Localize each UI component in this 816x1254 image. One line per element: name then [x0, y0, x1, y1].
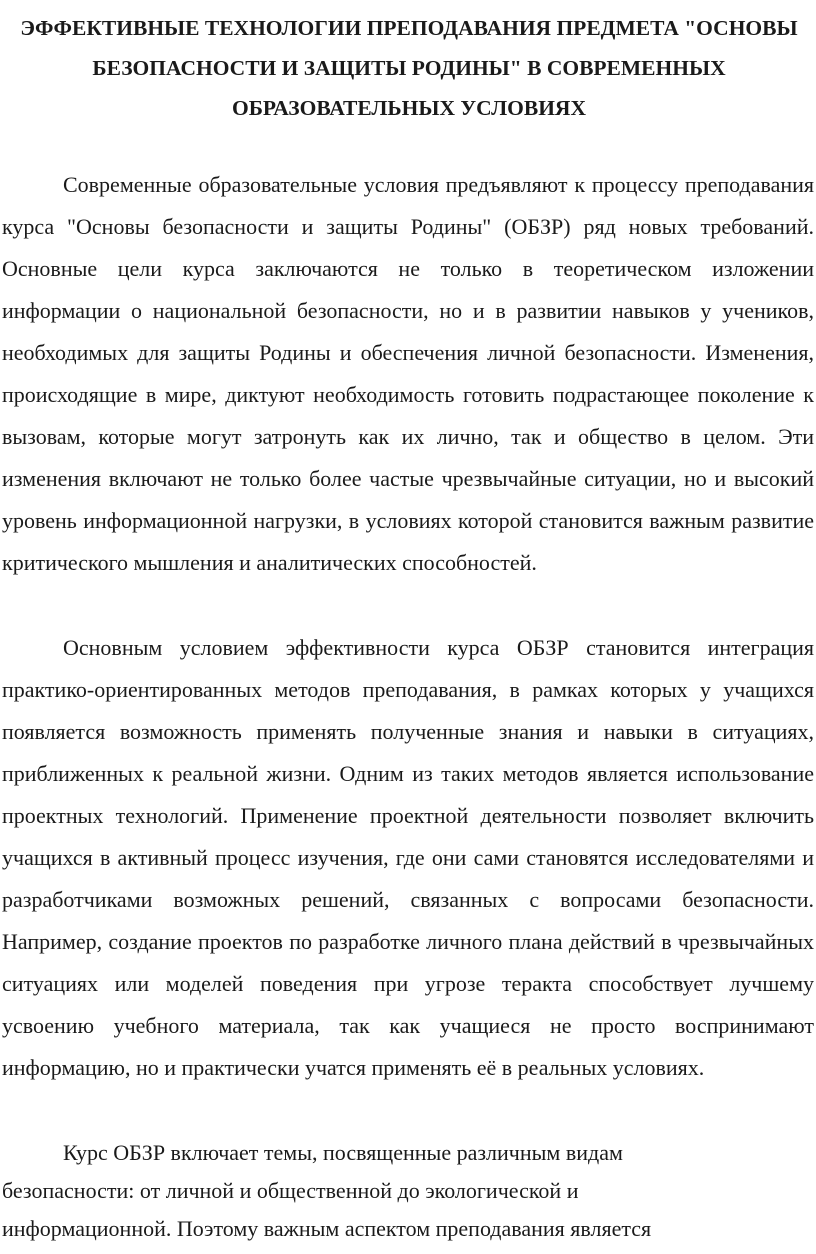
- paragraph-3: Курс ОБЗР включает темы, посвященные различным видам безопасности: от личной и общественной до экологической и информационной. Поэтому важным аспектом преподавания является: [2, 1140, 652, 1241]
- paragraph-2: Основным условием эффективности курса ОБЗР становится интеграция практико-ориентированных методов преподавания, в рамках которых у учащихся появляется возможность применять полученные знания и навыки в ситуациях, приближенных к реальной жизни. Одним из таких методов является использование проектных технологий. Применение проектной деятельности позволяет включить учащихся в активный процесс изучения, где они сами становятся исследователями и разработчиками возможных решений, связанных с вопросами безопасности. Например, создание проектов по разработке личного плана действий в чрезвычайных ситуациях или моделей поведения при угрозе теракта способствует лучшему усвоению учебного материала, так как учащиеся не просто воспринимают информацию, но и практически учатся применять её в реальных условиях.: [2, 635, 814, 1080]
- paragraph-1: Современные образовательные условия предъявляют к процессу преподавания курса "Основы безопасности и защиты Родины" (ОБЗР) ряд новых требований. Основные цели курса заключаются не только в теоретическом изложении информации о национальной безопасности, но и в развитии навыков у учеников, необходимых для защиты Родины и обеспечения личной безопасности. Изменения, происходящие в мире, диктуют необходимость готовить подрастающее поколение к вызовам, которые могут затронуть как их лично, так и общество в целом. Эти изменения включают не только более частые чрезвычайные ситуации, но и высокий уровень информационной нагрузки, в условиях которой становится важным развитие критического мышления и аналитических способностей.: [2, 172, 814, 575]
- document-title: ЭФФЕКТИВНЫЕ ТЕХНОЛОГИИ ПРЕПОДАВАНИЯ ПРЕДМЕТА "ОСНОВЫ БЕЗОПАСНОСТИ И ЗАЩИТЫ РОДИНЫ" В СОВРЕМЕННЫХ ОБРАЗОВАТЕЛЬНЫХ УСЛОВИЯХ: [20, 16, 798, 120]
